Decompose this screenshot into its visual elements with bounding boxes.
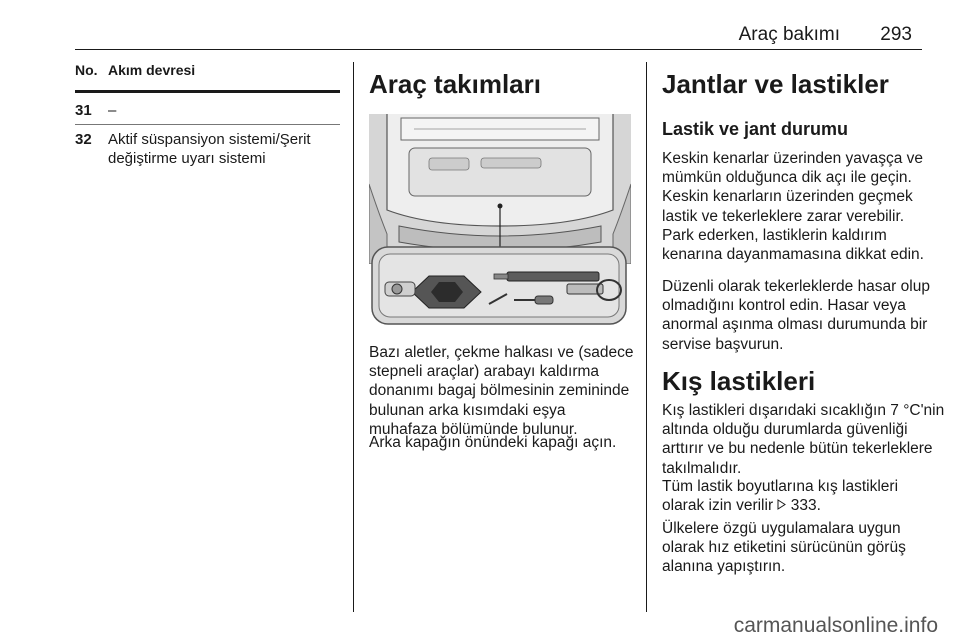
table-col-label: Akım devresi xyxy=(108,62,196,78)
winter-paragraph-1: Kış lastikleri dışarıdaki sıcaklığın 7 °C'nin altında olduğu durumlarda güvenliği arttırır ve bu nedenle bütün tekerleklere takılmalıdır. xyxy=(662,402,945,477)
winter-paragraph-2 xyxy=(662,477,934,515)
row-text: Aktif süspansiyon sistemi/Şerit değiştirme uyarı sistemi xyxy=(108,131,311,167)
tyre-condition-paragraph-2: Düzenli olarak tekerleklerde hasar olup olmadığını kontrol edin. Hasar veya anormal aşınma olması durumunda bir servise başvurun. xyxy=(662,278,930,353)
tyre-condition-heading: Lastik ve jant durumu xyxy=(662,119,849,139)
column-divider-2 xyxy=(646,62,647,612)
row-separator xyxy=(75,124,340,125)
tools-paragraph-1: Bazı aletler, çekme halkası ve (sadece stepneli araçlar) arabayı kaldırma donanımı bagaj bölmesinin zemininde bulunan arka kısımdaki eşya muhafaza bölümünde bulunur. xyxy=(369,344,634,438)
tools-paragraph-2: Arka kapağın önündeki kapağı açın. xyxy=(369,434,617,451)
row-text: – xyxy=(108,102,117,119)
row-number: 32 xyxy=(75,131,92,148)
row-number: 31 xyxy=(75,102,92,119)
tyre-condition-paragraph-1: Keskin kenarlar üzerinden yavaşça ve mümkün olduğunca dik açı ile geçin. Keskin kenarların üzerinden geçmek lastik ve tekerleklere zarar verebilir. Park ederken, lastiklerin kaldırım kenarına dayanmamasına dikkat edin. xyxy=(662,150,924,264)
winter-tyres-heading: Kış lastikleri xyxy=(662,366,816,396)
section-title: Araç bakımı xyxy=(738,24,840,45)
header-rule xyxy=(75,49,922,50)
tools-heading: Araç takımları xyxy=(369,69,541,99)
tyres-heading: Jantlar ve lastikler xyxy=(662,69,889,99)
winter-paragraph-2-text: Tüm lastik boyutlarına kış lastikleri olarak izin verilir xyxy=(662,478,899,515)
page-reference-link[interactable]: 333. xyxy=(790,497,821,515)
page-ref-arrow-icon xyxy=(777,497,786,514)
column-divider-1 xyxy=(353,62,354,612)
winter-paragraph-3: Ülkelere özgü uygulamalara uygun olarak hız etiketini sürücünün görüş alanına yapıştırın. xyxy=(662,520,906,576)
page-number: 293 xyxy=(880,24,912,45)
watermark: carmanualsonline.info xyxy=(733,614,938,637)
table-header-rule xyxy=(75,90,340,93)
tools-illustration xyxy=(369,114,631,329)
table-col-no: No. xyxy=(75,62,98,78)
